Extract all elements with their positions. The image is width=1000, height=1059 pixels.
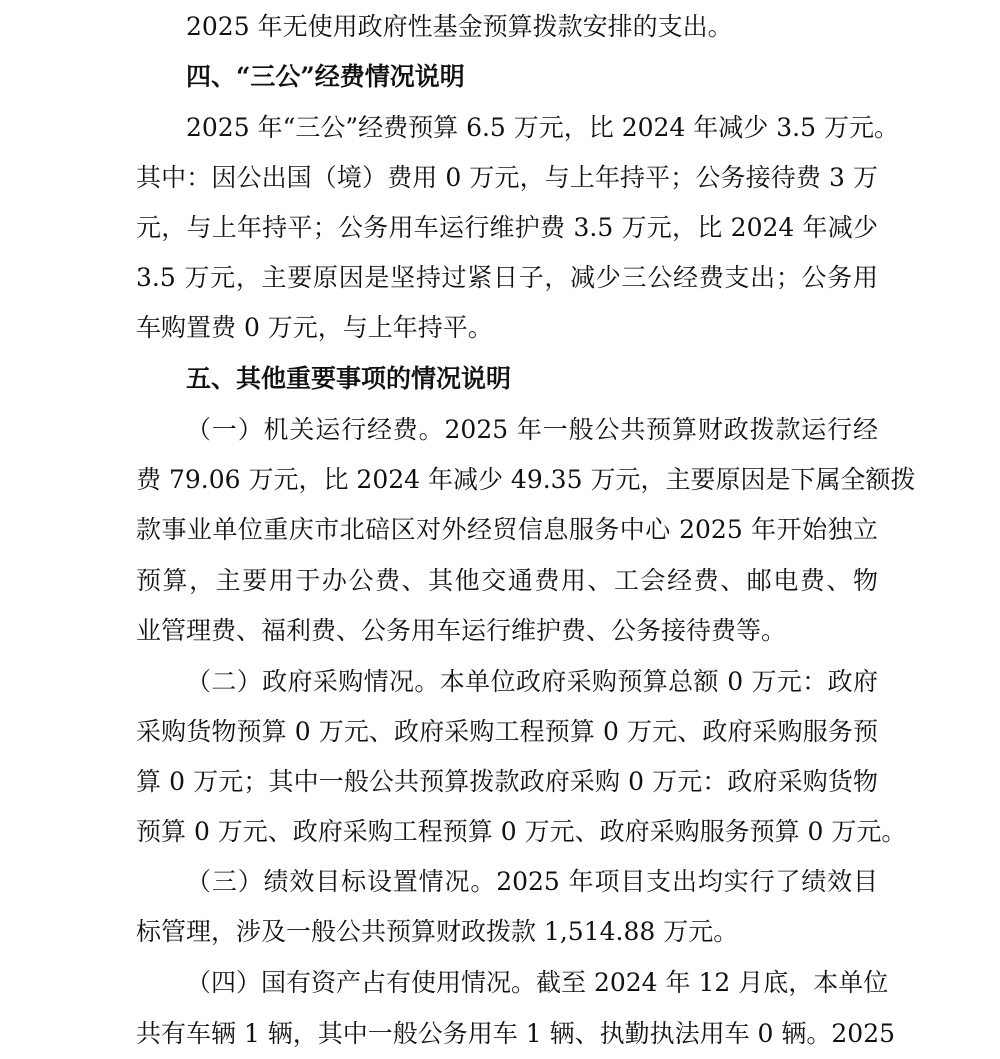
paragraph-line: 标管理，涉及一般公共预算财政拨款 1,514.88 万元。 — [136, 917, 739, 946]
paragraph-line: （二）政府采购情况。本单位政府采购预算总额 0 万元：政府 — [186, 667, 878, 696]
paragraph-line: （四）国有资产占有使用情况。截至 2024 年 12 月底，本单位 — [186, 968, 889, 997]
paragraph-line: 算 0 万元；其中一般公共预算拨款政府采购 0 万元：政府采购货物 — [136, 767, 878, 796]
section-heading: 五、其他重要事项的情况说明 — [186, 364, 512, 393]
paragraph-line: 共有车辆 1 辆，其中一般公务用车 1 辆、执勤执法用车 0 辆。2025 — [136, 1019, 896, 1048]
paragraph-line: 3.5 万元，主要原因是坚持过紧日子，减少三公经费支出；公务用 — [136, 263, 878, 292]
paragraph-line: （一）机关运行经费。2025 年一般公共预算财政拨款运行经 — [186, 415, 878, 444]
paragraph-line: 款事业单位重庆市北碚区对外经贸信息服务中心 2025 年开始独立 — [136, 515, 878, 544]
paragraph-line: 费 79.06 万元，比 2024 年减少 49.35 万元，主要原因是下属全额拨 — [136, 465, 916, 494]
paragraph-line: 元，与上年持平；公务用车运行维护费 3.5 万元，比 2024 年减少 — [136, 213, 878, 242]
paragraph-line: 预算 0 万元、政府采购工程预算 0 万元、政府采购服务预算 0 万元。 — [136, 817, 907, 846]
paragraph-line: 采购货物预算 0 万元、政府采购工程预算 0 万元、政府采购服务预 — [136, 717, 878, 746]
paragraph-line: 车购置费 0 万元，与上年持平。 — [136, 313, 493, 342]
paragraph-line: 2025 年无使用政府性基金预算拨款安排的支出。 — [186, 12, 733, 41]
paragraph-line: 其中：因公出国（境）费用 0 万元，与上年持平；公务接待费 3 万 — [136, 163, 878, 192]
paragraph-line: 业管理费、福利费、公务用车运行维护费、公务接待费等。 — [136, 616, 787, 645]
section-heading: 四、“三公”经费情况说明 — [186, 62, 465, 91]
paragraph-line: （三）绩效目标设置情况。2025 年项目支出均实行了绩效目 — [186, 867, 878, 896]
paragraph-line: 预算，主要用于办公费、其他交通费用、工会经费、邮电费、物 — [136, 566, 878, 595]
paragraph-line: 2025 年“三公”经费预算 6.5 万元，比 2024 年减少 3.5 万元。 — [186, 113, 899, 142]
